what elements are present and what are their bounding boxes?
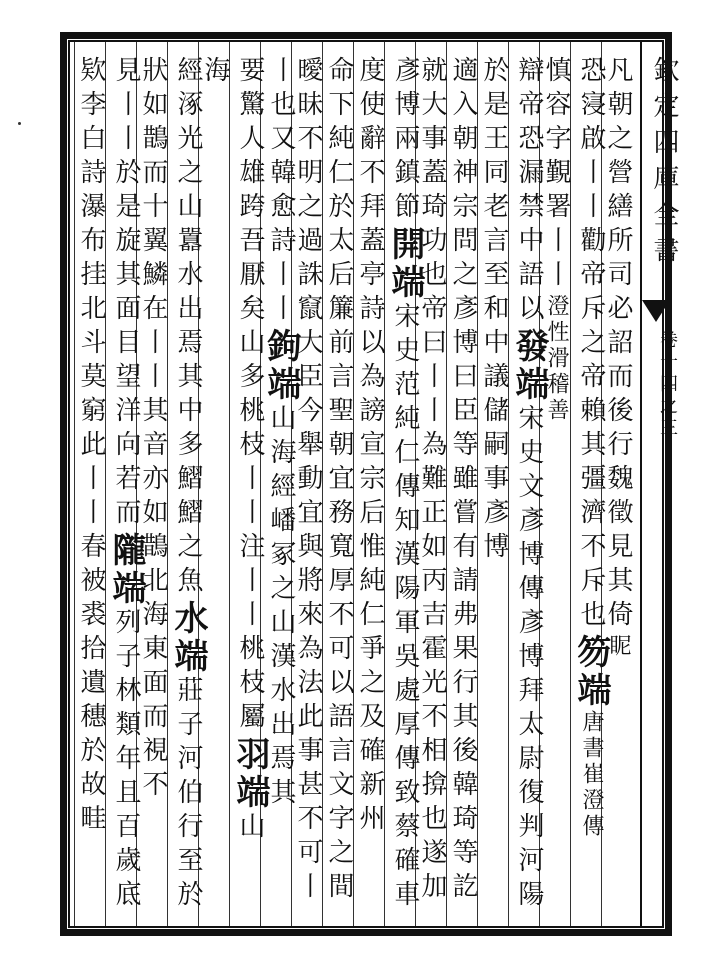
text-segment: 彥博兩鎮節: [390, 56, 420, 226]
text-column: [509, 56, 549, 914]
text-segment: 山: [235, 812, 265, 846]
text-segment: 適入朝神宗問之彥博曰臣等雖嘗有請弗果行其後韓琦等訖: [448, 56, 478, 906]
text-segment: 唐書崔澄傳: [579, 710, 604, 840]
book-title: 欽定四庫全書: [649, 56, 679, 272]
text-segment: 又韓愈詩丨丨: [266, 124, 296, 328]
text-column: [168, 56, 208, 914]
text-column: [357, 56, 383, 838]
text-column: [230, 56, 270, 846]
text-segment: 列子林類年且百歲底: [111, 608, 141, 914]
text-segment: 蓋亭詩以為謗宣宗后惟純仁爭之及確新州: [355, 226, 385, 838]
text-column: [450, 56, 476, 906]
headword: 開端: [385, 226, 425, 302]
text-column: [106, 56, 146, 914]
text-segment: 要驚人雄跨吾厭矣: [235, 56, 265, 328]
text-segment: 於是王同老言至和中議儲嗣事彥博: [479, 56, 509, 566]
headword: 鉤端: [261, 328, 301, 404]
text-column: [202, 56, 228, 90]
text-column: [140, 56, 166, 804]
headword: 羽端: [230, 736, 270, 812]
text-segment: 狀如鵲而十翼鱗在丨丨其音亦如鵲: [138, 56, 168, 566]
text-segment: 澄性滑稽善: [544, 294, 569, 424]
stray-ink-dot: [18, 122, 21, 125]
text-segment: 山多桃枝丨丨注丨丨: [235, 328, 265, 634]
text-column: [481, 56, 507, 566]
text-segment: 凡朝之營繕所司必詔而後行魏徵見其倚: [603, 56, 633, 634]
text-segment: 宋史文彥博傳彥博拜太尉復判河陽: [514, 404, 544, 914]
text-segment: 辯帝恐漏禁中語以: [514, 56, 544, 328]
text-column: [295, 56, 321, 906]
text-segment: 北海東面而視不: [138, 566, 168, 804]
text-segment: 眤: [606, 634, 631, 660]
text-column: [326, 56, 352, 906]
text-column: [78, 56, 104, 838]
headword: 笏端: [571, 634, 611, 710]
text-column: [261, 56, 301, 812]
text-segment: 見丨丨於是旋其面目望洋向若而: [111, 56, 141, 532]
text-column: [571, 56, 611, 840]
text-segment: 曖昧不明之過誅竄大臣今舉動宜與將來為法此事甚不可丨: [293, 56, 323, 906]
text-segment: 欵李白詩瀑布挂北斗莫窮此丨丨: [76, 56, 106, 532]
text-segment: 莊子河伯行至於: [173, 676, 203, 914]
headword: 隴端: [106, 532, 146, 608]
text-segment: 慎容字覲署丨丨: [541, 56, 571, 294]
text-segment: 度使辭不拜: [355, 56, 385, 226]
column-rule: [74, 42, 75, 926]
headword: 發端: [509, 328, 549, 404]
text-segment: 就大事蓋琦功也帝曰丨丨為難正如丙吉霍光不相揜也遂加: [417, 56, 447, 906]
headword: 水端: [168, 600, 208, 676]
text-segment: 海: [200, 56, 230, 90]
text-segment: 命下純仁於太后簾前言聖朝宜務寬厚不可以語言文字之間: [324, 56, 354, 906]
text-segment: 丨也: [266, 56, 296, 124]
text-column: [605, 56, 631, 660]
text-segment: 恐寖啟丨丨勸帝斥之帝賴其彊濟不斥也: [576, 56, 606, 634]
margin-divider: [640, 40, 642, 928]
text-segment: 桃枝屬: [235, 634, 265, 736]
fish-tail-mark: [642, 300, 670, 322]
text-column: [419, 56, 445, 906]
text-segment: 春被裘拾遺穗於故畦: [76, 532, 106, 838]
volume-label: 卷十四之三: [657, 330, 678, 440]
text-segment: 宋史范純仁傳知漢陽軍吳處厚傳致蔡確車: [390, 302, 420, 914]
text-segment: 經涿光之山囂水出焉其中多鰼鰼之魚: [173, 56, 203, 600]
text-column: [385, 56, 425, 914]
text-segment: 山海經嶓冢之山漢水出焉其: [266, 404, 296, 812]
